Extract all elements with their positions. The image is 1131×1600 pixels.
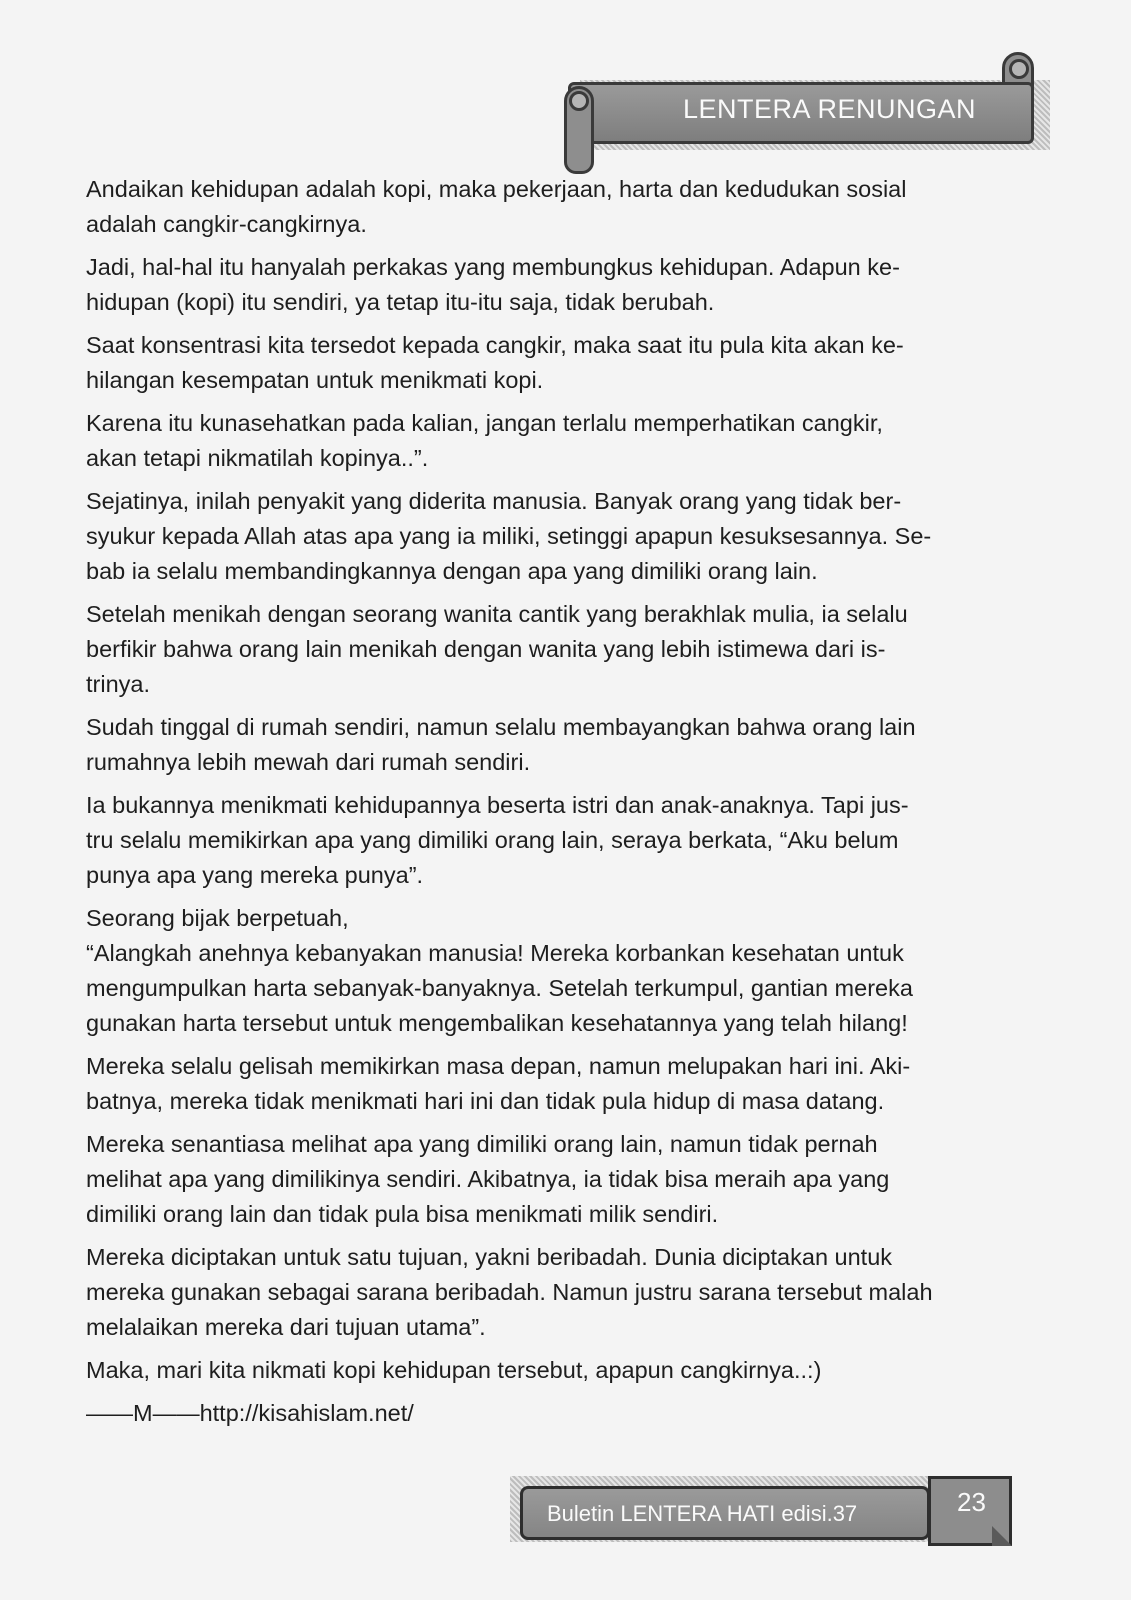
- text-line: syukur kepada Allah atas apa yang ia miliki, setinggi apapun kesuksesannya. Se-: [86, 523, 932, 549]
- text-line: melalaikan mereka dari tujuan utama”.: [86, 1314, 486, 1340]
- text-line: Setelah menikah dengan seorang wanita cantik yang berakhlak mulia, ia selalu: [86, 601, 908, 627]
- text-line: punya apa yang mereka punya”.: [86, 862, 424, 888]
- text-line: Ia bukannya menikmati kehidupannya beserta istri dan anak-anaknya. Tapi jus-: [86, 792, 909, 818]
- paragraph: [86, 710, 1046, 780]
- paragraph: [86, 406, 1046, 476]
- paragraph: [86, 788, 1046, 893]
- text-line: Mereka senantiasa melihat apa yang dimiliki orang lain, namun tidak pernah: [86, 1131, 878, 1157]
- text-line: Sejatinya, inilah penyakit yang diderita manusia. Banyak orang yang tidak ber-: [86, 488, 902, 514]
- paragraph: [86, 1127, 1046, 1232]
- paragraph: [86, 250, 1046, 320]
- text-line: hilangan kesempatan untuk menikmati kopi.: [86, 367, 544, 393]
- text-line: Karena itu kunasehatkan pada kalian, jangan terlalu memperhatikan cangkir,: [86, 410, 883, 436]
- footer-label-box: [520, 1486, 930, 1540]
- scroll-curl-icon: [569, 91, 589, 111]
- text-line: mengumpulkan harta sebanyak-banyaknya. Setelah terkumpul, gantian mereka: [86, 975, 913, 1001]
- text-line: Seorang bijak berpetuah,: [86, 905, 349, 931]
- scroll-curl-icon: [1009, 59, 1029, 79]
- text-line: Sudah tinggal di rumah sendiri, namun selalu membayangkan bahwa orang lain: [86, 714, 916, 740]
- text-line: rumahnya lebih mewah dari rumah sendiri.: [86, 749, 531, 775]
- text-line: batnya, mereka tidak menikmati hari ini dan tidak pula hidup di masa datang.: [86, 1088, 885, 1114]
- page-number-box: [928, 1476, 1012, 1546]
- text-line: dimiliki orang lain dan tidak pula bisa menikmati milik sendiri.: [86, 1201, 719, 1227]
- text-line: Mereka selalu gelisah memikirkan masa depan, namun melupakan hari ini. Aki-: [86, 1053, 911, 1079]
- paragraph: [86, 1353, 1046, 1388]
- text-line: mereka gunakan sebagai sarana beribadah. Namun justru sarana tersebut malah: [86, 1279, 933, 1305]
- text-line: tru selalu memikirkan apa yang dimiliki orang lain, seraya berkata, “Aku belum: [86, 827, 899, 853]
- text-line: trinya.: [86, 671, 150, 697]
- article-body: [86, 172, 1046, 1439]
- text-line: Mereka diciptakan untuk satu tujuan, yakni beribadah. Dunia diciptakan untuk: [86, 1244, 893, 1270]
- text-line: Jadi, hal-hal itu hanyalah perkakas yang membungkus kehidupan. Adapun ke-: [86, 254, 900, 280]
- paragraph: [86, 1049, 1046, 1119]
- text-line: berfikir bahwa orang lain menikah dengan wanita yang lebih istimewa dari is-: [86, 636, 886, 662]
- text-line: Maka, mari kita nikmati kopi kehidupan tersebut, apapun cangkirnya..:): [86, 1357, 822, 1383]
- section-banner: [568, 82, 1034, 144]
- section-title: LENTERA RENUNGAN: [683, 94, 977, 124]
- paragraph: [86, 597, 1046, 702]
- paragraph: [86, 484, 1046, 589]
- scroll-left-roll: [564, 86, 594, 174]
- paragraph: [86, 172, 1046, 242]
- text-line: akan tetapi nikmatilah kopinya..”.: [86, 445, 429, 471]
- text-line: bab ia selalu membandingkannya dengan apa yang dimiliki orang lain.: [86, 558, 818, 584]
- page-fold-corner: [992, 1526, 1012, 1546]
- page-number: 23: [957, 1487, 986, 1517]
- text-line: gunakan harta tersebut untuk mengembalikan kesehatannya yang telah hilang!: [86, 1010, 908, 1036]
- text-line: Andaikan kehidupan adalah kopi, maka pekerjaan, harta dan kedudukan sosial: [86, 176, 907, 202]
- paragraph: [86, 901, 1046, 1041]
- source-credit: ——M——http://kisahislam.net/: [86, 1400, 414, 1426]
- text-line: adalah cangkir-cangkirnya.: [86, 211, 367, 237]
- bulletin-label: Buletin LENTERA HATI edisi.37: [547, 1501, 858, 1526]
- paragraph: [86, 1240, 1046, 1345]
- text-line: Saat konsentrasi kita tersedot kepada cangkir, maka saat itu pula kita akan ke-: [86, 332, 904, 358]
- text-line: melihat apa yang dimilikinya sendiri. Akibatnya, ia tidak bisa meraih apa yang: [86, 1166, 890, 1192]
- text-line: “Alangkah anehnya kebanyakan manusia! Mereka korbankan kesehatan untuk: [86, 940, 904, 966]
- paragraph: [86, 328, 1046, 398]
- text-line: hidupan (kopi) itu sendiri, ya tetap itu-itu saja, tidak berubah.: [86, 289, 715, 315]
